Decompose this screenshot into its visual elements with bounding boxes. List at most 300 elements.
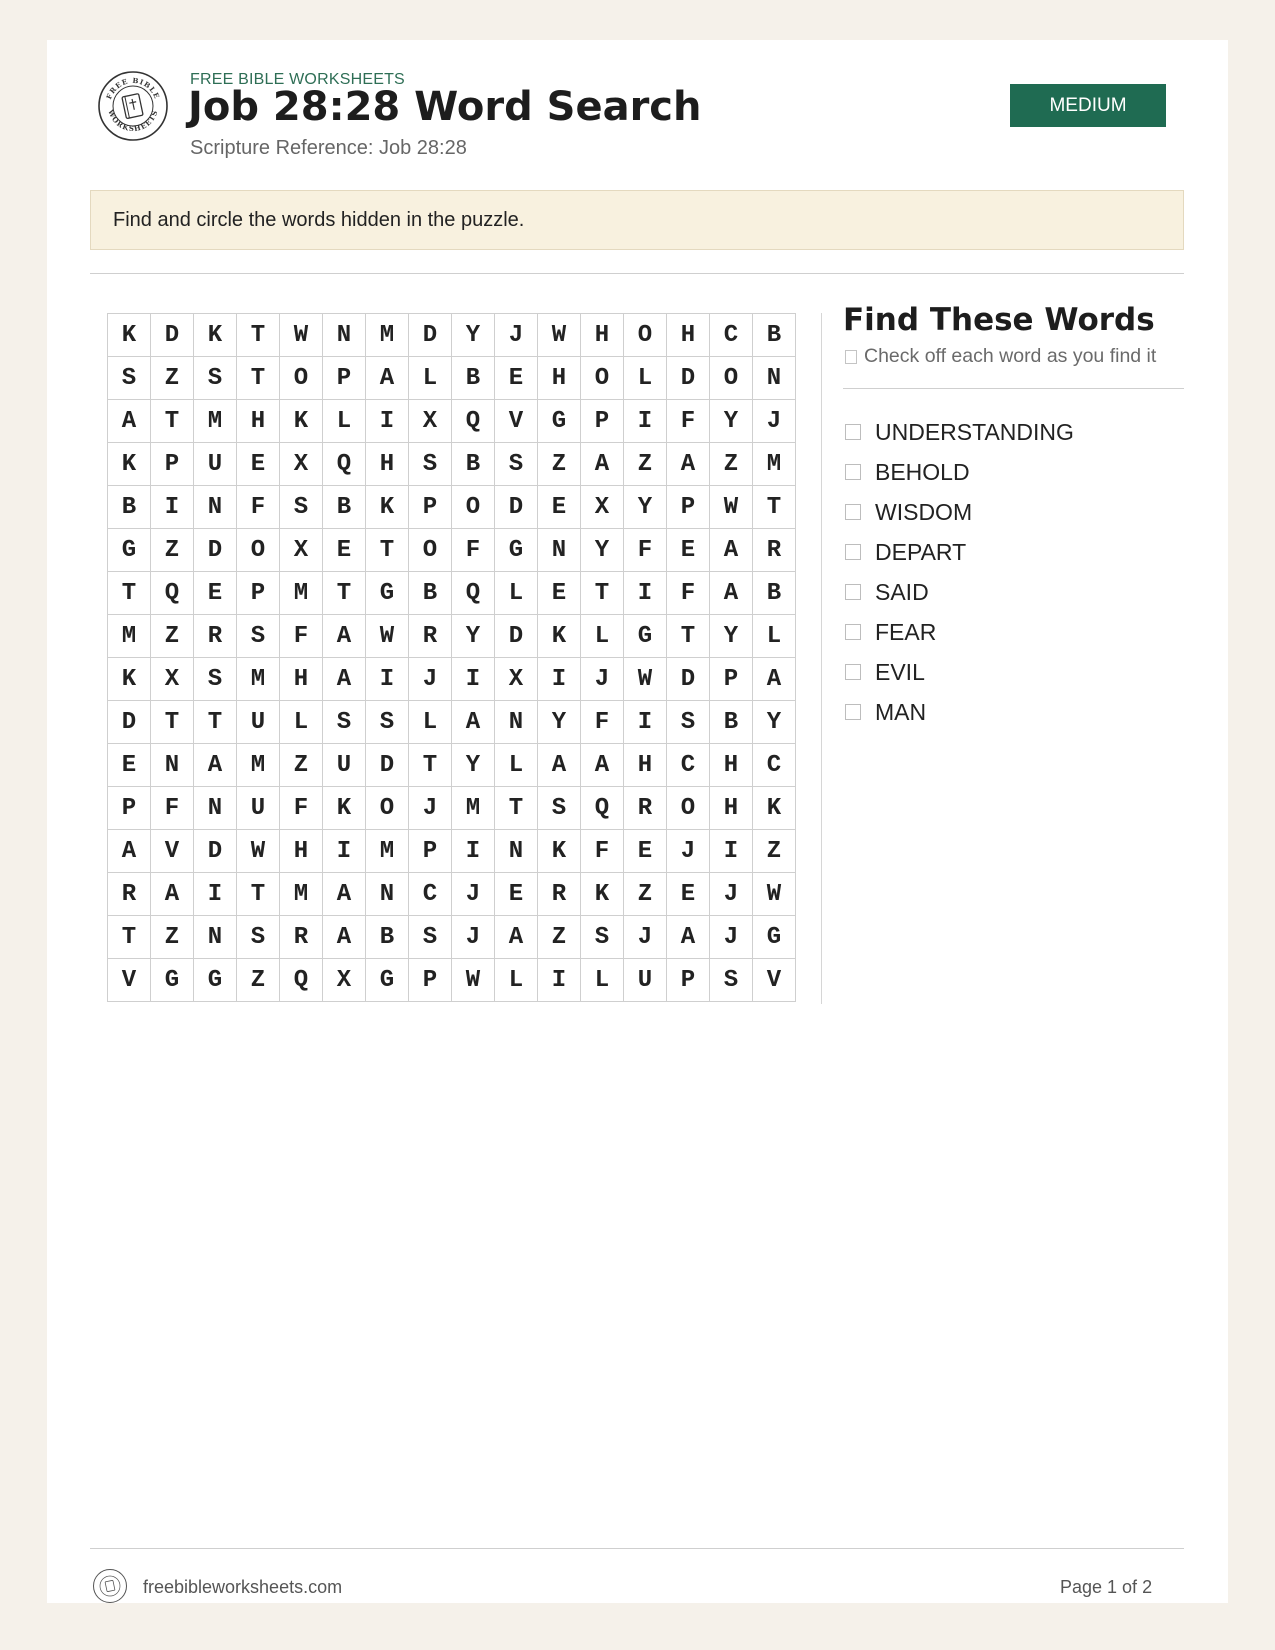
grid-cell: B [753, 572, 796, 615]
grid-cell: F [667, 572, 710, 615]
grid-cell: L [280, 701, 323, 744]
grid-cell: A [581, 744, 624, 787]
grid-cell: P [581, 400, 624, 443]
grid-cell: M [280, 572, 323, 615]
grid-cell: S [108, 357, 151, 400]
worksheet-page [47, 40, 1228, 1603]
grid-cell: Q [151, 572, 194, 615]
grid-cell: V [151, 830, 194, 873]
grid-cell: D [151, 314, 194, 357]
grid-cell: A [710, 529, 753, 572]
grid-cell: P [667, 959, 710, 1002]
grid-cell: X [409, 400, 452, 443]
grid-cell: U [624, 959, 667, 1002]
grid-cell: C [667, 744, 710, 787]
word-search-grid [107, 313, 796, 1002]
grid-cell: S [366, 701, 409, 744]
grid-cell: V [753, 959, 796, 1002]
svg-text:FREE BIBLE: FREE BIBLE [104, 75, 162, 101]
grid-cell: Z [151, 615, 194, 658]
grid-cell: A [194, 744, 237, 787]
grid-cell: G [366, 572, 409, 615]
grid-cell: D [667, 658, 710, 701]
grid-cell: Q [280, 959, 323, 1002]
grid-cell: P [151, 443, 194, 486]
grid-cell: D [667, 357, 710, 400]
grid-cell: E [538, 572, 581, 615]
grid-cell: T [753, 486, 796, 529]
grid-cell: Q [323, 443, 366, 486]
grid-cell: L [495, 744, 538, 787]
grid-cell: A [452, 701, 495, 744]
grid-cell: F [452, 529, 495, 572]
word-label: MAN [875, 698, 927, 725]
scripture-reference: Scripture Reference: Job 28:28 [190, 137, 467, 159]
word-label: DEPART [875, 538, 967, 565]
grid-cell: H [667, 314, 710, 357]
grid-cell: Q [452, 400, 495, 443]
word-list-divider [843, 388, 1184, 389]
grid-cell: M [237, 658, 280, 701]
grid-cell: K [280, 400, 323, 443]
grid-cell: Z [280, 744, 323, 787]
grid-cell: D [108, 701, 151, 744]
grid-cell: A [366, 357, 409, 400]
grid-cell: K [108, 443, 151, 486]
grid-cell: J [581, 658, 624, 701]
word-checkbox[interactable] [845, 584, 861, 600]
grid-cell: N [538, 529, 581, 572]
grid-cell: H [710, 744, 753, 787]
grid-cell: Q [581, 787, 624, 830]
grid-cell: L [495, 959, 538, 1002]
grid-cell: Y [710, 400, 753, 443]
grid-cell: G [108, 529, 151, 572]
grid-cell: C [710, 314, 753, 357]
grid-cell: B [366, 916, 409, 959]
grid-cell: G [538, 400, 581, 443]
grid-cell: F [280, 787, 323, 830]
grid-cell: A [108, 830, 151, 873]
grid-cell: M [280, 873, 323, 916]
word-checkbox[interactable] [845, 544, 861, 560]
grid-cell: Y [538, 701, 581, 744]
grid-cell: T [409, 744, 452, 787]
grid-cell: M [366, 830, 409, 873]
grid-cell: K [194, 314, 237, 357]
grid-cell: I [624, 572, 667, 615]
grid-cell: V [495, 400, 538, 443]
word-item [845, 492, 1074, 532]
grid-cell: H [280, 658, 323, 701]
grid-cell: J [495, 314, 538, 357]
grid-cell: J [753, 400, 796, 443]
grid-cell: B [452, 443, 495, 486]
grid-cell: Z [151, 916, 194, 959]
grid-cell: F [624, 529, 667, 572]
grid-cell: B [108, 486, 151, 529]
grid-cell: I [366, 658, 409, 701]
grid-cell: S [280, 486, 323, 529]
grid-cell: N [366, 873, 409, 916]
grid-cell: X [323, 959, 366, 1002]
grid-cell: X [280, 529, 323, 572]
grid-cell: Z [538, 916, 581, 959]
grid-cell: U [194, 443, 237, 486]
grid-cell: K [108, 314, 151, 357]
grid-cell: J [409, 787, 452, 830]
grid-cell: J [710, 873, 753, 916]
grid-cell: T [151, 701, 194, 744]
grid-cell: T [108, 572, 151, 615]
grid-cell: W [538, 314, 581, 357]
grid-cell: S [237, 615, 280, 658]
grid-cell: E [194, 572, 237, 615]
grid-cell: O [409, 529, 452, 572]
grid-cell: J [409, 658, 452, 701]
grid-cell: R [538, 873, 581, 916]
grid-cell: S [710, 959, 753, 1002]
grid-cell: Z [151, 529, 194, 572]
word-label: UNDERSTANDING [875, 418, 1074, 445]
grid-cell: G [151, 959, 194, 1002]
instructions-text: Find and circle the words hidden in the puzzle. [113, 208, 525, 231]
grid-cell: O [237, 529, 280, 572]
grid-cell: M [108, 615, 151, 658]
grid-cell: R [624, 787, 667, 830]
grid-cell: S [667, 701, 710, 744]
word-item [845, 412, 1074, 452]
word-item [845, 692, 1074, 732]
grid-cell: M [194, 400, 237, 443]
grid-cell: E [108, 744, 151, 787]
grid-cell: P [710, 658, 753, 701]
grid-cell: W [452, 959, 495, 1002]
word-list-subtitle [845, 345, 1156, 368]
grid-cell: Z [237, 959, 280, 1002]
grid-cell: O [710, 357, 753, 400]
grid-cell: S [237, 916, 280, 959]
grid-cell: A [538, 744, 581, 787]
grid-cell: A [108, 400, 151, 443]
grid-cell: B [409, 572, 452, 615]
grid-cell: V [108, 959, 151, 1002]
grid-cell: R [409, 615, 452, 658]
word-item [845, 612, 1074, 652]
grid-cell: B [753, 314, 796, 357]
grid-cell: F [151, 787, 194, 830]
grid-cell: O [280, 357, 323, 400]
grid-cell: N [323, 314, 366, 357]
grid-cell: H [538, 357, 581, 400]
grid-cell: G [753, 916, 796, 959]
grid-cell: J [452, 916, 495, 959]
grid-cell: N [753, 357, 796, 400]
grid-cell: A [323, 658, 366, 701]
grid-cell: J [624, 916, 667, 959]
grid-cell: S [323, 701, 366, 744]
grid-cell: L [753, 615, 796, 658]
grid-cell: A [667, 443, 710, 486]
grid-cell: M [237, 744, 280, 787]
difficulty-badge: MEDIUM [1010, 84, 1166, 127]
word-label: FEAR [875, 618, 937, 645]
grid-cell: R [280, 916, 323, 959]
grid-cell: I [710, 830, 753, 873]
grid-cell: I [151, 486, 194, 529]
grid-cell: N [194, 787, 237, 830]
grid-cell: H [624, 744, 667, 787]
grid-cell: I [366, 400, 409, 443]
grid-cell: O [624, 314, 667, 357]
grid-cell: I [452, 658, 495, 701]
panel-divider [821, 313, 822, 1004]
word-label: WISDOM [875, 498, 973, 525]
grid-cell: D [409, 314, 452, 357]
grid-cell: R [194, 615, 237, 658]
word-label: EVIL [875, 658, 925, 685]
grid-cell: N [495, 701, 538, 744]
grid-cell: Z [151, 357, 194, 400]
grid-cell: O [667, 787, 710, 830]
grid-cell: E [495, 873, 538, 916]
grid-cell: P [667, 486, 710, 529]
grid-cell: W [624, 658, 667, 701]
grid-cell: W [366, 615, 409, 658]
grid-cell: Y [581, 529, 624, 572]
grid-cell: G [194, 959, 237, 1002]
footer-logo-icon [92, 1568, 128, 1604]
grid-cell: Y [452, 314, 495, 357]
grid-cell: N [151, 744, 194, 787]
grid-cell: Z [710, 443, 753, 486]
grid-cell: D [194, 830, 237, 873]
grid-cell: W [753, 873, 796, 916]
grid-cell: P [108, 787, 151, 830]
grid-cell: X [495, 658, 538, 701]
grid-cell: L [581, 615, 624, 658]
grid-cell: Z [624, 873, 667, 916]
grid-cell: A [151, 873, 194, 916]
grid-cell: E [667, 873, 710, 916]
grid-cell: Y [710, 615, 753, 658]
word-item [845, 532, 1074, 572]
grid-cell: E [323, 529, 366, 572]
brand-name: FREE BIBLE WORKSHEETS [190, 71, 405, 88]
grid-cell: L [409, 701, 452, 744]
grid-cell: B [323, 486, 366, 529]
word-checkbox[interactable] [845, 704, 861, 720]
grid-cell: S [409, 916, 452, 959]
grid-cell: H [237, 400, 280, 443]
grid-cell: I [323, 830, 366, 873]
grid-cell: K [538, 615, 581, 658]
grid-cell: M [753, 443, 796, 486]
grid-cell: J [667, 830, 710, 873]
header-divider [90, 273, 1184, 274]
grid-cell: J [452, 873, 495, 916]
grid-cell: T [237, 357, 280, 400]
footer-divider [90, 1548, 1184, 1549]
word-checkbox[interactable] [845, 504, 861, 520]
word-checkbox[interactable] [845, 464, 861, 480]
grid-cell: F [280, 615, 323, 658]
page-number: Page 1 of 2 [1060, 1577, 1153, 1597]
grid-cell: A [667, 916, 710, 959]
grid-cell: P [409, 959, 452, 1002]
word-item [845, 652, 1074, 692]
grid-cell: U [237, 787, 280, 830]
grid-cell: U [323, 744, 366, 787]
grid-cell: K [753, 787, 796, 830]
grid-cell: R [753, 529, 796, 572]
grid-cell: X [151, 658, 194, 701]
word-list [845, 412, 1074, 732]
grid-cell: O [452, 486, 495, 529]
grid-cell: W [280, 314, 323, 357]
grid-cell: B [710, 701, 753, 744]
grid-cell: E [495, 357, 538, 400]
grid-cell: I [194, 873, 237, 916]
grid-cell: A [323, 873, 366, 916]
grid-cell: A [323, 916, 366, 959]
grid-cell: I [538, 658, 581, 701]
grid-cell: I [624, 400, 667, 443]
grid-cell: F [581, 830, 624, 873]
grid-cell: S [409, 443, 452, 486]
grid-cell: B [452, 357, 495, 400]
logo-icon [97, 70, 169, 142]
word-label: BEHOLD [875, 458, 970, 485]
grid-cell: K [538, 830, 581, 873]
grid-cell: E [538, 486, 581, 529]
grid-cell: I [538, 959, 581, 1002]
grid-cell: F [667, 400, 710, 443]
grid-cell: L [624, 357, 667, 400]
grid-cell: H [366, 443, 409, 486]
grid-cell: C [409, 873, 452, 916]
grid-cell: I [452, 830, 495, 873]
grid-cell: W [710, 486, 753, 529]
grid-cell: T [667, 615, 710, 658]
grid-cell: Q [452, 572, 495, 615]
grid-cell: G [495, 529, 538, 572]
grid-cell: G [366, 959, 409, 1002]
grid-cell: Y [753, 701, 796, 744]
page-title: Job 28:28 Word Search [188, 84, 702, 130]
svg-text:WORKSHEETS: WORKSHEETS [106, 108, 160, 134]
grid-cell: X [280, 443, 323, 486]
grid-cell: P [409, 486, 452, 529]
grid-cell: M [366, 314, 409, 357]
grid-cell: T [323, 572, 366, 615]
grid-cell: R [108, 873, 151, 916]
grid-cell: F [237, 486, 280, 529]
grid-cell: N [194, 916, 237, 959]
grid-cell: Z [624, 443, 667, 486]
grid-cell: D [194, 529, 237, 572]
checkbox-icon [845, 350, 857, 364]
grid-cell: T [581, 572, 624, 615]
grid-cell: P [237, 572, 280, 615]
grid-cell: L [409, 357, 452, 400]
word-checkbox[interactable] [845, 424, 861, 440]
grid-cell: X [581, 486, 624, 529]
grid-cell: D [495, 486, 538, 529]
grid-cell: Y [452, 615, 495, 658]
grid-cell: L [323, 400, 366, 443]
grid-cell: T [194, 701, 237, 744]
instructions-box [90, 190, 1184, 250]
grid-cell: O [366, 787, 409, 830]
grid-cell: J [710, 916, 753, 959]
grid-cell: K [581, 873, 624, 916]
grid-cell: T [237, 314, 280, 357]
grid-cell: D [366, 744, 409, 787]
grid-cell: N [495, 830, 538, 873]
grid-cell: L [495, 572, 538, 615]
grid-cell: L [581, 959, 624, 1002]
grid-cell: S [581, 916, 624, 959]
grid-cell: T [237, 873, 280, 916]
grid-cell: H [280, 830, 323, 873]
grid-cell: T [108, 916, 151, 959]
grid-cell: G [624, 615, 667, 658]
word-list-subtitle-text: Check off each word as you find it [864, 345, 1157, 367]
grid-cell: D [495, 615, 538, 658]
grid-cell: U [237, 701, 280, 744]
grid-cell: O [581, 357, 624, 400]
grid-cell: T [495, 787, 538, 830]
grid-cell: A [323, 615, 366, 658]
grid-cell: S [194, 357, 237, 400]
grid-cell: T [151, 400, 194, 443]
grid-cell: I [624, 701, 667, 744]
grid-cell: T [366, 529, 409, 572]
grid-cell: Z [538, 443, 581, 486]
grid-cell: E [667, 529, 710, 572]
word-item [845, 452, 1074, 492]
grid-cell: Y [452, 744, 495, 787]
word-checkbox[interactable] [845, 624, 861, 640]
grid-cell: S [194, 658, 237, 701]
grid-cell: K [108, 658, 151, 701]
grid-cell: Z [753, 830, 796, 873]
grid-cell: A [495, 916, 538, 959]
grid-cell: A [753, 658, 796, 701]
grid-cell: P [409, 830, 452, 873]
grid-cell: Y [624, 486, 667, 529]
grid-cell: N [194, 486, 237, 529]
grid-cell: S [538, 787, 581, 830]
word-item [845, 572, 1074, 612]
word-list-title: Find These Words [843, 302, 1155, 338]
grid-cell: H [581, 314, 624, 357]
grid-cell: E [237, 443, 280, 486]
word-label: SAID [875, 578, 929, 605]
word-checkbox[interactable] [845, 664, 861, 680]
grid-cell: C [753, 744, 796, 787]
grid-cell: S [495, 443, 538, 486]
grid-cell: P [323, 357, 366, 400]
grid-cell: H [710, 787, 753, 830]
grid-cell: M [452, 787, 495, 830]
grid-cell: K [366, 486, 409, 529]
footer-website: freebibleworksheets.com [143, 1577, 343, 1597]
grid-cell: A [710, 572, 753, 615]
grid-cell: K [323, 787, 366, 830]
grid-cell: W [237, 830, 280, 873]
